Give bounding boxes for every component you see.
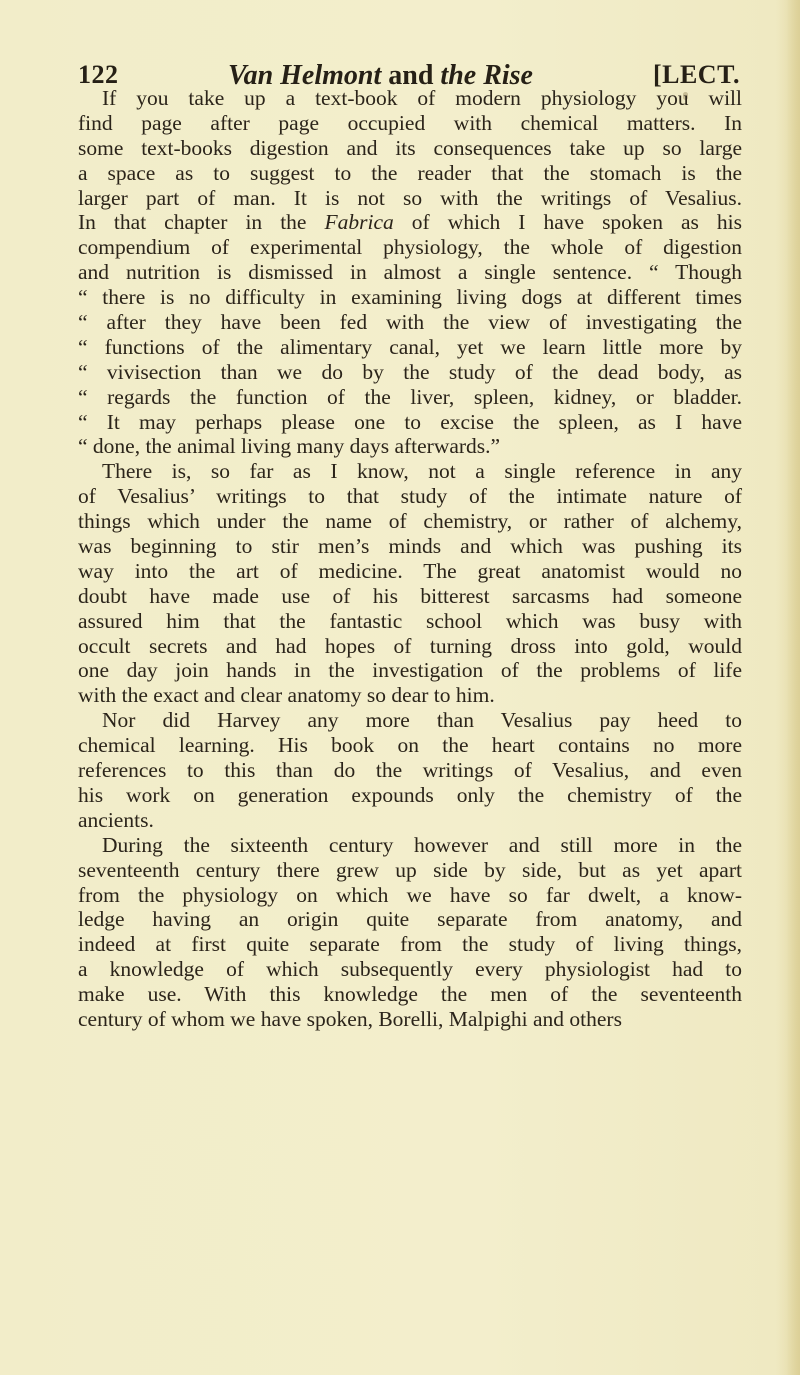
text-line: find page after page occupied with chemical matters. In bbox=[78, 110, 742, 135]
text-line: his work on generation expounds only the chemistry of the bbox=[78, 782, 742, 807]
paragraph bbox=[78, 459, 742, 708]
text-line: one day join hands in the investigation of the problems of life bbox=[78, 658, 742, 683]
text-line: references to this than do the writings of Vesalius, and even bbox=[78, 758, 742, 783]
text-line: make use. With this knowledge the men of the seventeenth bbox=[78, 982, 742, 1007]
paragraph bbox=[78, 86, 742, 459]
text-line: ledge having an origin quite separate from anatomy, and bbox=[78, 907, 742, 932]
text-line: way into the art of medicine. The great anatomist would no bbox=[78, 558, 742, 583]
text-line: ancients. bbox=[78, 807, 154, 832]
text-line: If you take up a text-book of modern physiology you will bbox=[102, 86, 742, 110]
text-line: a space as to suggest to the reader that the stomach is the bbox=[78, 160, 742, 185]
text-line: “ there is no difficulty in examining living dogs at different times bbox=[78, 285, 742, 310]
running-title-part1: Van Helmont bbox=[228, 60, 382, 91]
text-line: During the sixteenth century however and still more in the bbox=[102, 832, 742, 857]
paragraph bbox=[78, 833, 742, 1032]
text-line: seventeenth century there grew up side by side, but as yet apart bbox=[78, 857, 742, 882]
section-mark: [LECT. bbox=[652, 60, 740, 89]
text-line: doubt have made use of his bitterest sarcasms had someone bbox=[78, 583, 742, 608]
text-line: with the exact and clear anatomy so dear to him. bbox=[78, 683, 495, 708]
text-line: “ functions of the alimentary canal, yet we learn little more by bbox=[78, 334, 742, 359]
text-line: There is, so far as I know, not a single reference in any bbox=[102, 459, 742, 484]
text-line: from the physiology on which we have so far dwelt, a know- bbox=[78, 882, 742, 907]
text-line: In that chapter in the Fabrica of which I have spoken as his bbox=[78, 210, 743, 235]
running-title-part2: the Rise bbox=[440, 60, 533, 91]
body-text bbox=[78, 86, 742, 1032]
page-number: 122 bbox=[78, 60, 119, 89]
paragraph bbox=[78, 708, 742, 832]
text-line: Nor did Harvey any more than Vesalius pay heed to bbox=[102, 708, 742, 733]
text-line: and nutrition is dismissed in almost a single sentence. “ Though bbox=[78, 260, 742, 285]
text-line: was beginning to stir men’s minds and which was pushing its bbox=[78, 534, 742, 559]
book-title-fabrica: Fabrica bbox=[324, 210, 394, 235]
text-line: century of whom we have spoken, Borelli, Malpighi and others bbox=[78, 1006, 622, 1031]
text-line: larger part of man. It is not so with the writings of Vesalius. bbox=[78, 185, 742, 210]
text-line: things which under the name of chemistry, or rather of alchemy, bbox=[78, 509, 742, 534]
running-title-and: and bbox=[381, 60, 441, 91]
text-line: “ vivisection than we do by the study of the dead body, as bbox=[78, 359, 742, 384]
text-line: indeed at first quite separate from the study of living things, bbox=[78, 932, 742, 957]
text-line: occult secrets and had hopes of turning dross into gold, would bbox=[78, 633, 742, 658]
text-line: “ It may perhaps please one to excise the spleen, as I have bbox=[78, 409, 742, 434]
page-edge-shadow bbox=[786, 0, 800, 1375]
text-line: “ after they have been fed with the view of investigating the bbox=[78, 310, 742, 335]
text-line: “ done, the animal living many days afterwards.” bbox=[78, 434, 501, 459]
text-line: of Vesalius’ writings to that study of the intimate nature of bbox=[78, 484, 742, 509]
text-line: some text-books digestion and its consequences take up so large bbox=[78, 135, 742, 160]
text-line: “ regards the function of the liver, spleen, kidney, or bladder. bbox=[78, 384, 742, 409]
text-line: chemical learning. His book on the heart contains no more bbox=[78, 733, 742, 758]
text-line: a knowledge of which subsequently every physiologist had to bbox=[78, 957, 742, 982]
text-line: assured him that the fantastic school which was busy with bbox=[78, 608, 742, 633]
text-line: compendium of experimental physiology, the whole of digestion bbox=[78, 235, 742, 260]
